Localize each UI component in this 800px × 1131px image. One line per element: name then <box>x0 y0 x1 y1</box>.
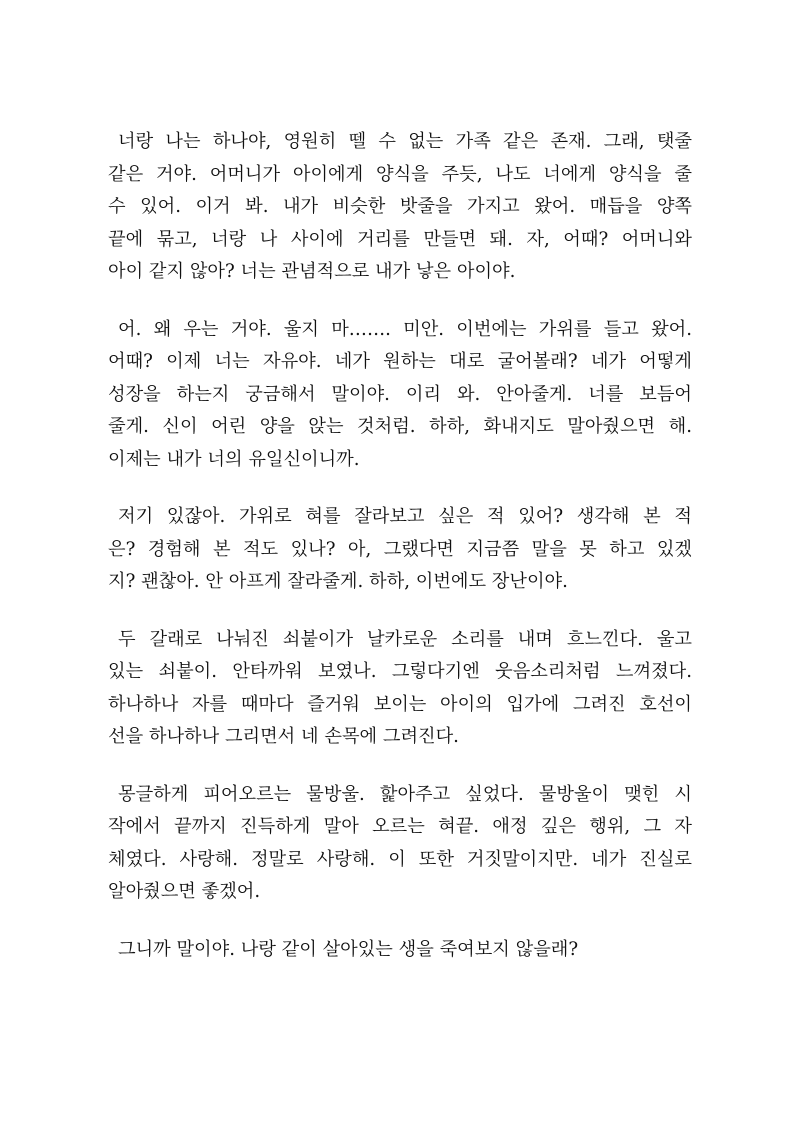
text-line: 어때? 이제 너는 자유야. 네가 원하는 대로 굴어볼래? 네가 어떻게 <box>108 351 692 372</box>
text-line: 하나하나 자를 때마다 즐거워 보이는 아이의 입가에 그려진 호선이 <box>108 693 692 715</box>
text-line: 지? 괜찮아. 안 아프게 잘라줄게. 하하, 이번에도 장난이야. <box>108 571 568 592</box>
text-line: 저기 있잖아. 가위로 혀를 잘라보고 싶은 적 있어? 생각해 본 적 <box>118 506 692 527</box>
paragraph-4 <box>108 624 692 754</box>
text-line: 작에서 끝까지 진득하게 말아 오르는 혀끝. 애정 깊은 행위, 그 자 <box>108 816 692 837</box>
paragraph-3 <box>108 501 692 599</box>
text-line: 몽글하게 피어오르는 물방울. 핥아주고 싶었다. 물방울이 맺힌 시 <box>118 783 692 805</box>
text-line: 줄게. 신이 어린 양을 앉는 것처럼. 하하, 화내지도 말아줬으면 해. <box>108 416 692 437</box>
text-line: 선을 하나하나 그리면서 네 손목에 그려진다. <box>108 726 459 747</box>
text-line: 알아줬으면 좋겠어. <box>108 881 261 902</box>
text-line: 끝에 묶고, 너랑 나 사이에 거리를 만들면 돼. 자, 어때? 어머니와 <box>108 228 692 250</box>
paragraph-5 <box>108 779 692 909</box>
text-line: 성장을 하는지 궁금해서 말이야. 이리 와. 안아줄게. 너를 보듬어 <box>108 383 692 405</box>
text-line: 어. 왜 우는 거야. 울지 마……. 미안. 이번에는 가위를 들고 왔어. <box>118 318 692 340</box>
text-line: 너랑 나는 하나야, 영원히 뗄 수 없는 가족 같은 존재. 그래, 탯줄 <box>118 131 692 152</box>
text-line: 두 갈래로 나눠진 쇠붙이가 날카로운 소리를 내며 흐느낀다. 울고 <box>118 628 692 650</box>
text-line: 같은 거야. 어머니가 아이에게 양식을 주듯, 나도 너에게 양식을 줄 <box>108 163 692 185</box>
text-line: 있는 쇠붙이. 안타까워 보였나. 그렇다기엔 웃음소리처럼 느껴졌다. <box>108 661 692 682</box>
paragraph-6 <box>108 934 692 967</box>
paragraph-1 <box>108 126 692 289</box>
text-line: 그니까 말이야. 나랑 같이 살아있는 생을 죽여보지 않을래? <box>118 938 579 960</box>
text-line: 수 있어. 이거 봐. 내가 비슷한 밧줄을 가지고 왔어. 매듭을 양쪽 <box>108 196 692 217</box>
text-line: 체였다. 사랑해. 정말로 사랑해. 이 또한 거짓말이지만. 네가 진실로 <box>108 848 692 870</box>
text-line: 이제는 내가 너의 유일신이니까. <box>108 448 360 470</box>
text-line: 아이 같지 않아? 너는 관념적으로 내가 낳은 아이야. <box>108 261 516 282</box>
paragraph-2 <box>108 314 692 477</box>
document-body <box>108 126 692 991</box>
text-line: 은? 경험해 본 적도 있나? 아, 그랬다면 지금쯤 말을 못 하고 있겠 <box>108 538 692 560</box>
